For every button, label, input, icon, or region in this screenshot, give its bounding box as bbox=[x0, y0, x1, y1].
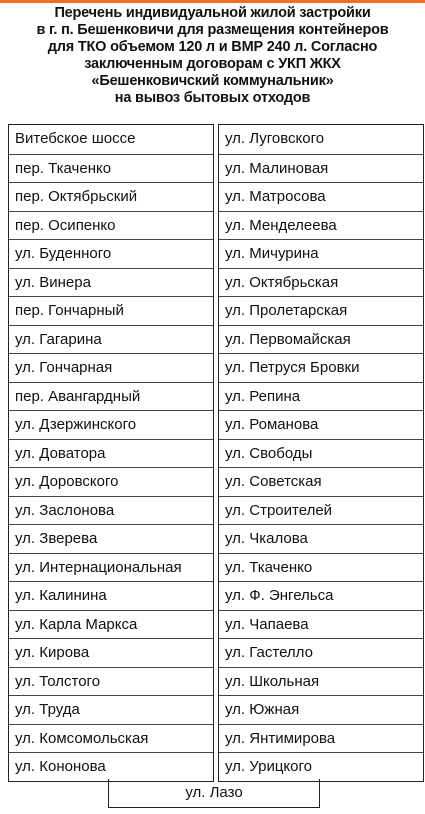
street-cell: Витебское шоссе bbox=[15, 130, 136, 147]
street-cell: ул. Южная bbox=[219, 695, 423, 724]
street-cell: ул. Гастелло bbox=[219, 638, 423, 667]
street-cell: ул. Менделеева bbox=[219, 211, 423, 240]
street-cell: пер. Октябрьский bbox=[9, 182, 213, 211]
street-cell: ул. Строителей bbox=[219, 496, 423, 525]
street-cell: ул. Ткаченко bbox=[219, 553, 423, 582]
street-cell: ул. Пролетарская bbox=[219, 296, 423, 325]
street-cell: ул. Труда bbox=[9, 695, 213, 724]
street-cell: ул. Толстого bbox=[9, 667, 213, 696]
street-cell: ул. Доровского bbox=[9, 467, 213, 496]
title-line: для ТКО объемом 120 л и ВМР 240 л. Согласно bbox=[47, 39, 378, 55]
street-list-left bbox=[8, 124, 214, 782]
title-line: Перечень индивидуальной жилой застройки bbox=[54, 5, 371, 21]
street-cell: ул. Интернациональная bbox=[9, 553, 213, 582]
street-cell: ул. Гончарная bbox=[9, 353, 213, 382]
street-cell: ул. Школьная bbox=[219, 667, 423, 696]
title-line: заключенным договорам с УКП ЖКХ bbox=[84, 56, 341, 72]
title-line: в г. п. Бешенковичи для размещения контейнеров bbox=[36, 22, 389, 38]
street-cell: ул. Урицкого bbox=[219, 752, 423, 781]
street-cell: ул. Карла Маркса bbox=[9, 610, 213, 639]
street-list-right bbox=[218, 124, 424, 782]
title-line: на вывоз бытовых отходов bbox=[114, 90, 311, 106]
street-cell: ул. Кононова bbox=[9, 752, 213, 781]
street-cell: пер. Гончарный bbox=[9, 296, 213, 325]
street-cell: ул. Октябрьская bbox=[219, 268, 423, 297]
street-cell: ул. Доватора bbox=[9, 439, 213, 468]
street-cell: ул. Луговского bbox=[225, 130, 325, 147]
street-cell: ул. Буденного bbox=[9, 239, 213, 268]
street-cell: ул. Матросова bbox=[219, 182, 423, 211]
title-line: «Бешенковичский коммунальник» bbox=[91, 73, 334, 89]
street-cell: ул. Петруся Бровки bbox=[219, 353, 423, 382]
street-cell: ул. Янтимирова bbox=[219, 724, 423, 753]
street-cell: ул. Первомайская bbox=[219, 325, 423, 354]
street-cell: ул. Чкалова bbox=[219, 524, 423, 553]
street-cell: ул. Дзержинского bbox=[9, 410, 213, 439]
street-cell: ул. Советская bbox=[219, 467, 423, 496]
street-cell: ул. Комсомольская bbox=[9, 724, 213, 753]
street-cell: ул. Репина bbox=[219, 382, 423, 411]
street-cell: ул. Зверева bbox=[9, 524, 213, 553]
accent-bar bbox=[0, 0, 425, 3]
street-cell: ул. Малиновая bbox=[219, 154, 423, 183]
street-cell-footer: ул. Лазо bbox=[108, 779, 320, 808]
street-cell: ул. Винера bbox=[9, 268, 213, 297]
street-cell: ул. Калинина bbox=[9, 581, 213, 610]
street-cell: ул. Мичурина bbox=[219, 239, 423, 268]
document-title bbox=[0, 5, 425, 107]
street-cell: ул. Свободы bbox=[219, 439, 423, 468]
street-cell: пер. Осипенко bbox=[9, 211, 213, 240]
street-cell: ул. Ф. Энгельса bbox=[219, 581, 423, 610]
street-cell: ул. Романова bbox=[219, 410, 423, 439]
street-cell: ул. Кирова bbox=[9, 638, 213, 667]
street-cell: пер. Ткаченко bbox=[9, 154, 213, 183]
street-cell: ул. Гагарина bbox=[9, 325, 213, 354]
street-cell: ул. Чапаева bbox=[219, 610, 423, 639]
street-cell: ул. Заслонова bbox=[9, 496, 213, 525]
street-cell: пер. Авангардный bbox=[9, 382, 213, 411]
